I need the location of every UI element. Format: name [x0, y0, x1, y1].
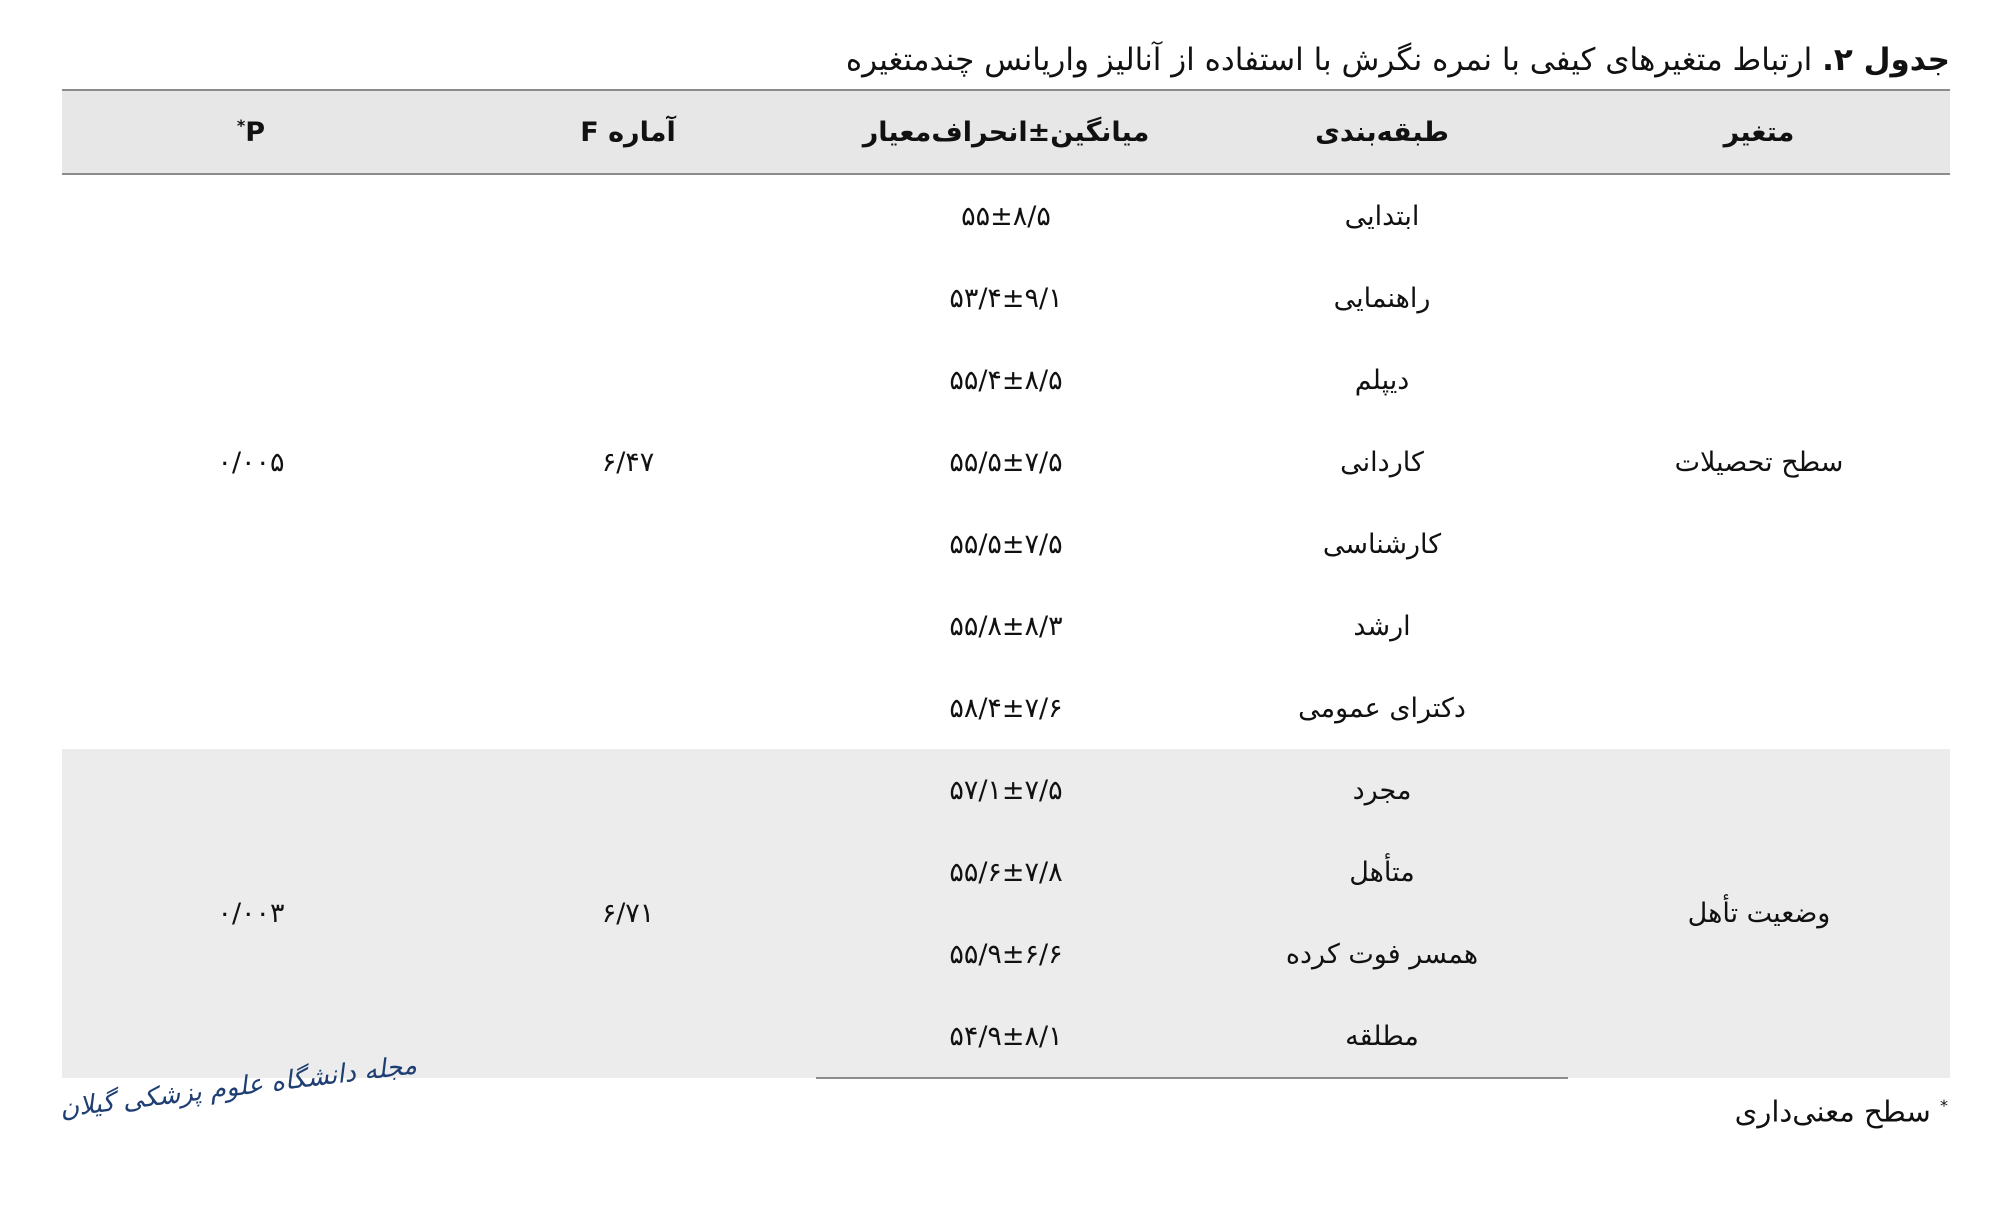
category-cell: دکترای عمومی — [1298, 692, 1466, 724]
caption-label: جدول ۲. — [1822, 42, 1950, 78]
category-cell: مجرد — [1352, 774, 1412, 806]
table-row — [62, 174, 1950, 257]
group-marital-status — [62, 749, 1950, 1078]
p-value-cell: ۰/۰۰۳ — [217, 898, 285, 929]
table-row — [62, 749, 1950, 831]
mean-sd-cell: ۵۴/۹±۸/۱ — [816, 995, 1196, 1078]
header-variable: متغیر — [1568, 90, 1950, 174]
mean-sd-cell: ۵۷/۱±۷/۵ — [949, 774, 1063, 806]
mean-sd-cell: ۵۵/۹±۶/۶ — [949, 938, 1063, 970]
group-variable: سطح تحصیلات — [1674, 446, 1844, 478]
f-statistic-cell: ۶/۴۷ — [601, 446, 655, 478]
mean-sd-cell: ۵۵/۵±۷/۵ — [949, 446, 1063, 478]
mean-sd-cell: ۵۵/۵±۷/۵ — [949, 528, 1063, 560]
category-cell: متأهل — [1349, 856, 1415, 888]
anova-table — [62, 89, 1950, 1079]
mean-sd-cell: ۵۸/۴±۷/۶ — [949, 692, 1063, 724]
table-header-row — [62, 90, 1950, 174]
header-p-mark: * — [236, 116, 246, 135]
mean-sd-cell: ۵۵/۴±۸/۵ — [949, 364, 1063, 396]
category-cell: مطلقه — [1196, 995, 1568, 1078]
header-p-value — [62, 90, 440, 174]
category-cell: کاردانی — [1340, 446, 1424, 478]
footnote-text: سطح معنی‌داری — [1734, 1094, 1940, 1129]
header-mean-sd: میانگین±انحراف‌معیار — [816, 90, 1196, 174]
category-cell: کارشناسی — [1322, 528, 1442, 560]
mean-sd-cell: ۵۵/۸±۸/۳ — [949, 610, 1063, 642]
table-footnote — [1735, 1088, 1948, 1130]
p-value-cell: ۰/۰۰۵ — [217, 446, 285, 478]
caption-text: ارتباط متغیرهای کیفی با نمره نگرش با استفاده از آنالیز واریانس چندمتغیره — [845, 42, 1823, 78]
category-cell: همسر فوت کرده — [1285, 938, 1479, 970]
header-f-statistic: آماره F — [440, 90, 816, 174]
category-cell: ابتدایی — [1344, 200, 1420, 232]
group-variable: وضعیت تأهل — [1687, 898, 1831, 929]
category-cell: ارشد — [1353, 610, 1411, 642]
category-cell: دیپلم — [1354, 364, 1410, 396]
mean-sd-cell: ۵۵±۸/۵ — [961, 200, 1051, 232]
header-p-label: P — [245, 117, 266, 148]
header-category: طبقه‌بندی — [1196, 90, 1568, 174]
footnote-mark: * — [1940, 1096, 1948, 1115]
group-education — [62, 174, 1950, 749]
table-caption — [50, 40, 1950, 80]
f-statistic-cell: ۶/۷۱ — [601, 898, 655, 929]
journal-logo: مجله دانشگاه علوم پزشکی گیلان — [58, 1050, 419, 1124]
category-cell: راهنمایی — [1333, 282, 1431, 314]
mean-sd-cell: ۵۵/۶±۷/۸ — [949, 856, 1063, 888]
mean-sd-cell: ۵۳/۴±۹/۱ — [949, 282, 1063, 314]
